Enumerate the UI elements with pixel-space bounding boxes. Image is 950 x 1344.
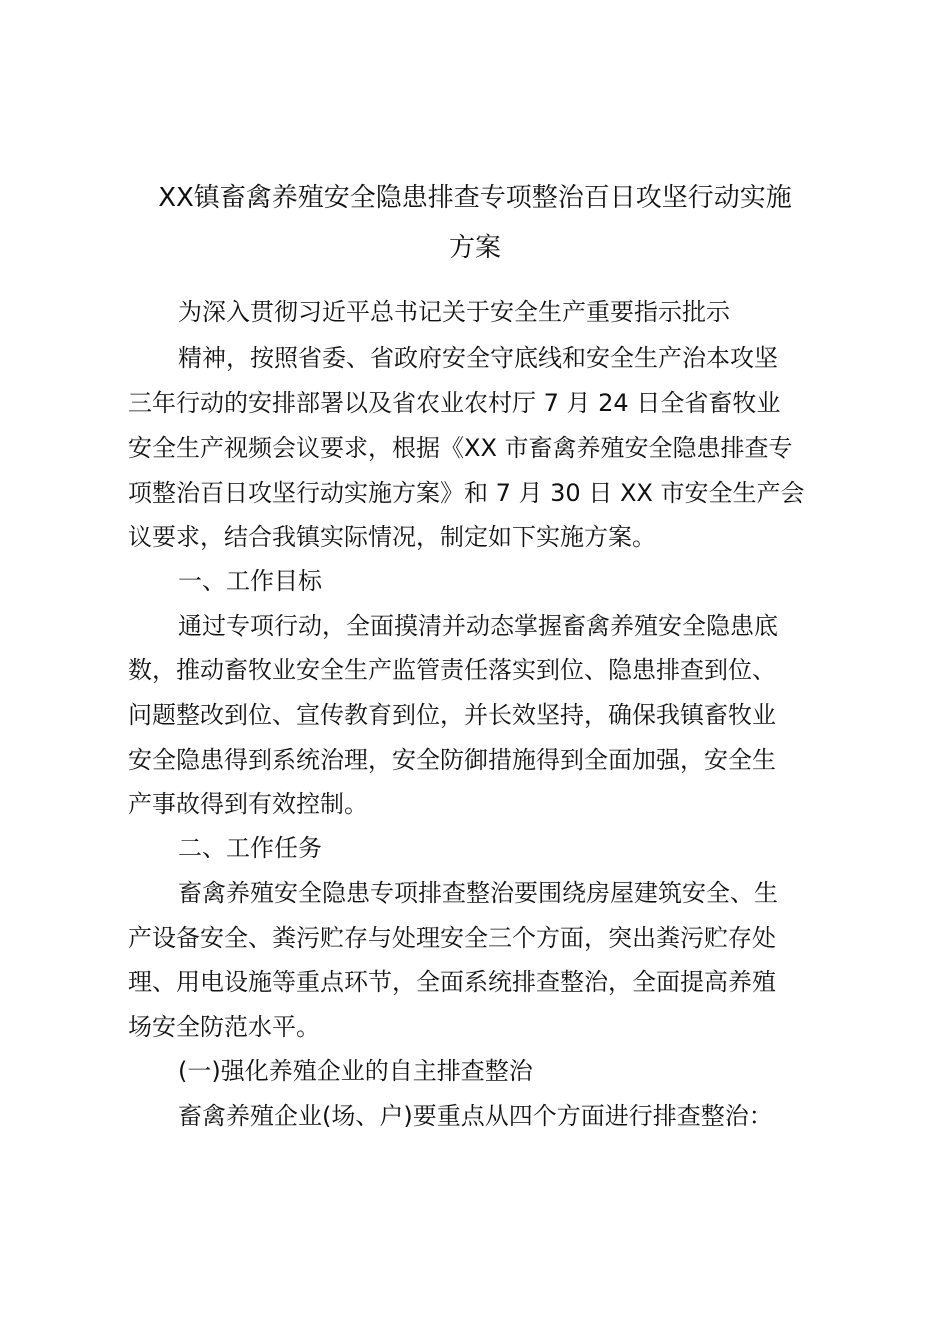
paragraph-line: 议要求，结合我镇实际情况，制定如下实施方案。 <box>128 523 656 551</box>
paragraph-line: 安全隐患得到系统治理，安全防御措施得到全面加强，安全生 <box>128 746 776 774</box>
paragraph-line: 三年行动的安排部署以及省农业农村厅 7 月 24 日全省畜牧业 <box>128 389 781 417</box>
paragraph-line: 场安全防范水平。 <box>128 1013 320 1041</box>
paragraph-line: 数，推动畜牧业安全生产监管责任落实到位、隐患排查到位、 <box>128 656 776 684</box>
paragraph-line: 产事故得到有效控制。 <box>128 790 368 818</box>
paragraph-line: 畜禽养殖企业(场、户)要重点从四个方面进行排查整治： <box>178 1102 773 1130</box>
paragraph-line: 畜禽养殖安全隐患专项排查整治要围绕房屋建筑安全、生 <box>178 879 778 907</box>
section-heading: 一、工作目标 <box>178 567 322 595</box>
document-title-line-1: XX镇畜禽养殖安全隐患排查专项整治百日攻坚行动实施 <box>158 183 792 213</box>
paragraph-line: 精神，按照省委、省政府安全守底线和安全生产治本攻坚 <box>178 344 778 372</box>
document-title-line-2: 方案 <box>448 233 501 263</box>
paragraph-line: 产设备安全、粪污贮存与处理安全三个方面，突出粪污贮存处 <box>128 924 776 952</box>
paragraph-line: 问题整改到位、宣传教育到位，并长效坚持，确保我镇畜牧业 <box>128 701 776 729</box>
paragraph-line: 安全生产视频会议要求，根据《XX 市畜禽养殖安全隐患排查专 <box>128 434 793 462</box>
section-heading: 二、工作任务 <box>178 834 322 862</box>
paragraph-line: 为深入贯彻习近平总书记关于安全生产重要指示批示 <box>178 298 730 326</box>
subsection-heading: (一)强化养殖企业的自主排查整治 <box>178 1057 533 1085</box>
paragraph-line: 理、用电设施等重点环节，全面系统排查整治，全面提高养殖 <box>128 968 776 996</box>
paragraph-line: 通过专项行动，全面摸清并动态掌握畜禽养殖安全隐患底 <box>178 612 778 640</box>
paragraph-line: 项整治百日攻坚行动实施方案》和 7 月 30 日 XX 市安全生产会 <box>128 479 805 507</box>
